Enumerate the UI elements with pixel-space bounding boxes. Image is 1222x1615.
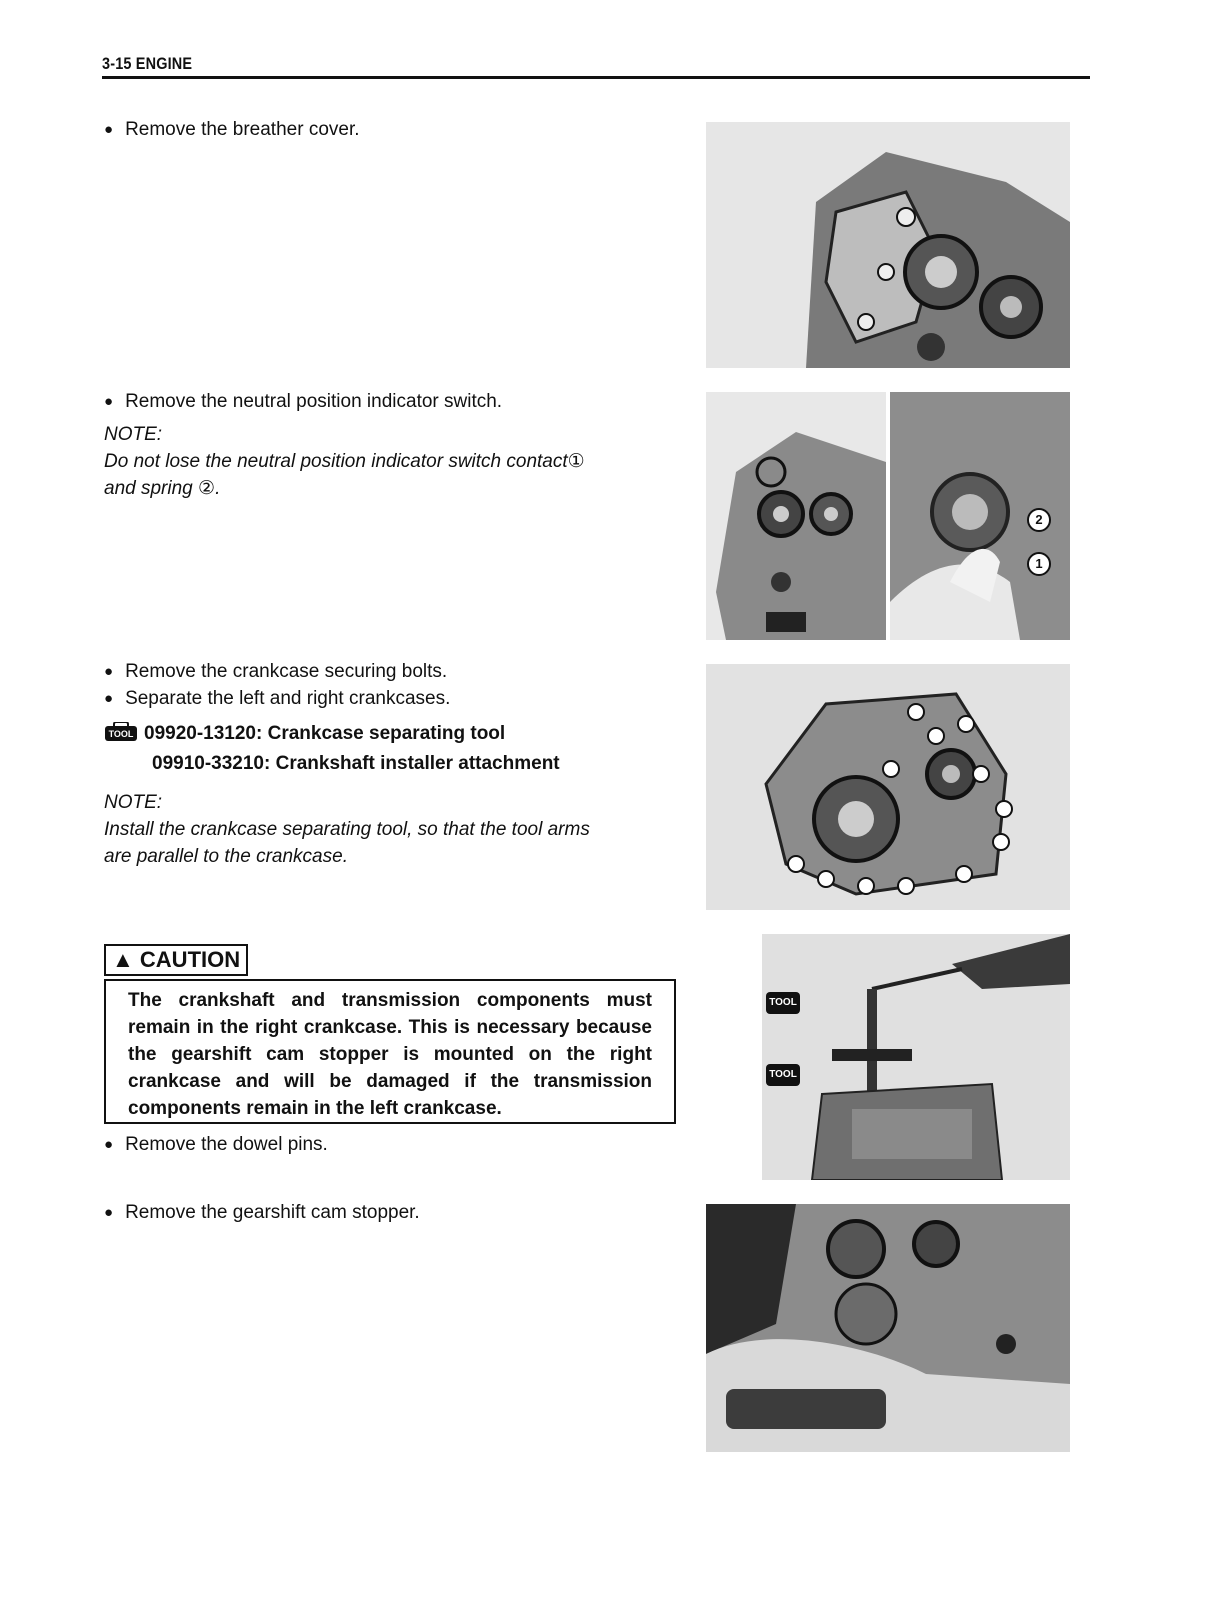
tool-icon-1: TOOL (766, 992, 800, 1014)
step-crankcase (104, 658, 694, 870)
caution-text: The crankshaft and transmission components must remain in the right crankcase. This is necessary because the gearshift cam stopper is mounted on the right crankcase and will be damaged if the transmission components remain in the left crankcase. (128, 990, 652, 1119)
header-rule (102, 76, 1090, 79)
photo-gearshift-cam-stopper (706, 1204, 1070, 1452)
tool1-text: 09920-13120: Crankcase separating tool (144, 723, 506, 744)
tool-badge-icon (104, 722, 138, 742)
step-dowel-text: Remove the dowel pins. (125, 1134, 328, 1155)
step-dowel (104, 1131, 328, 1158)
tool-icon-2: TOOL (766, 1064, 800, 1086)
bullet-icon: ● (104, 690, 114, 707)
photo-neutral-switch-left (706, 392, 886, 640)
tool-badge-text: TOOL (108, 729, 134, 739)
photo-separating-tool (762, 934, 1070, 1180)
photo-breather-cover (706, 122, 1070, 368)
step-breather (104, 116, 360, 143)
callout-2: ② (198, 478, 216, 499)
step-bolts-text: Remove the crankcase securing bolts. (125, 661, 448, 682)
photo-neutral-switch-closeup (890, 392, 1070, 640)
warning-triangle-icon: ▲ (112, 947, 134, 972)
photo-gearshift-cam-stopper-art (706, 1204, 1070, 1452)
step-separate-text: Separate the left and right crankcases. (125, 688, 451, 709)
step-cam-stopper (104, 1199, 420, 1226)
photo-crankcase-bolts-art (706, 664, 1070, 910)
step-breather-text: Remove the breather cover. (125, 119, 360, 140)
step-neutral-switch-text: Remove the neutral position indicator switch. (125, 391, 503, 412)
page-title: 3-15 ENGINE (102, 54, 193, 73)
photo-breather-cover-art (706, 122, 1070, 368)
note2-line-1: Install the crankcase separating tool, so that the tool arms (104, 819, 590, 840)
note-line-2: and spring (104, 478, 193, 499)
photo-separating-tool-art (762, 934, 1070, 1180)
photo-crankcase-bolts (706, 664, 1070, 910)
note-text: Do not lose the neutral position indicator switch contact① and spring ②. (104, 451, 585, 499)
bullet-icon: ● (104, 121, 114, 138)
step-cam-stopper-text: Remove the gearshift cam stopper. (125, 1202, 420, 1223)
note2-label: NOTE: (104, 792, 163, 813)
callout-1-marker: 1 (1027, 552, 1051, 576)
caution-box (104, 979, 676, 1124)
note2-text (104, 816, 694, 870)
bullet-icon: ● (104, 663, 114, 680)
caution-label (104, 944, 248, 976)
callout-2-marker: 2 (1027, 508, 1051, 532)
callout-1: ① (567, 451, 585, 472)
note2-line-2: are parallel to the crankcase. (104, 846, 348, 867)
step-neutral-switch (104, 388, 684, 502)
note-label: NOTE: (104, 424, 163, 445)
note-line-1: Do not lose the neutral position indicator switch contact (104, 451, 568, 472)
photo-neutral-switch-left-art (706, 392, 886, 640)
bullet-icon: ● (104, 1136, 114, 1153)
bullet-icon: ● (104, 1204, 114, 1221)
tool-line-1 (104, 720, 694, 747)
bullet-icon: ● (104, 393, 114, 410)
caution-label-text: CAUTION (139, 947, 241, 972)
page-header (102, 54, 1090, 74)
tool2-text: 09910-33210: Crankshaft installer attachment (152, 753, 560, 774)
